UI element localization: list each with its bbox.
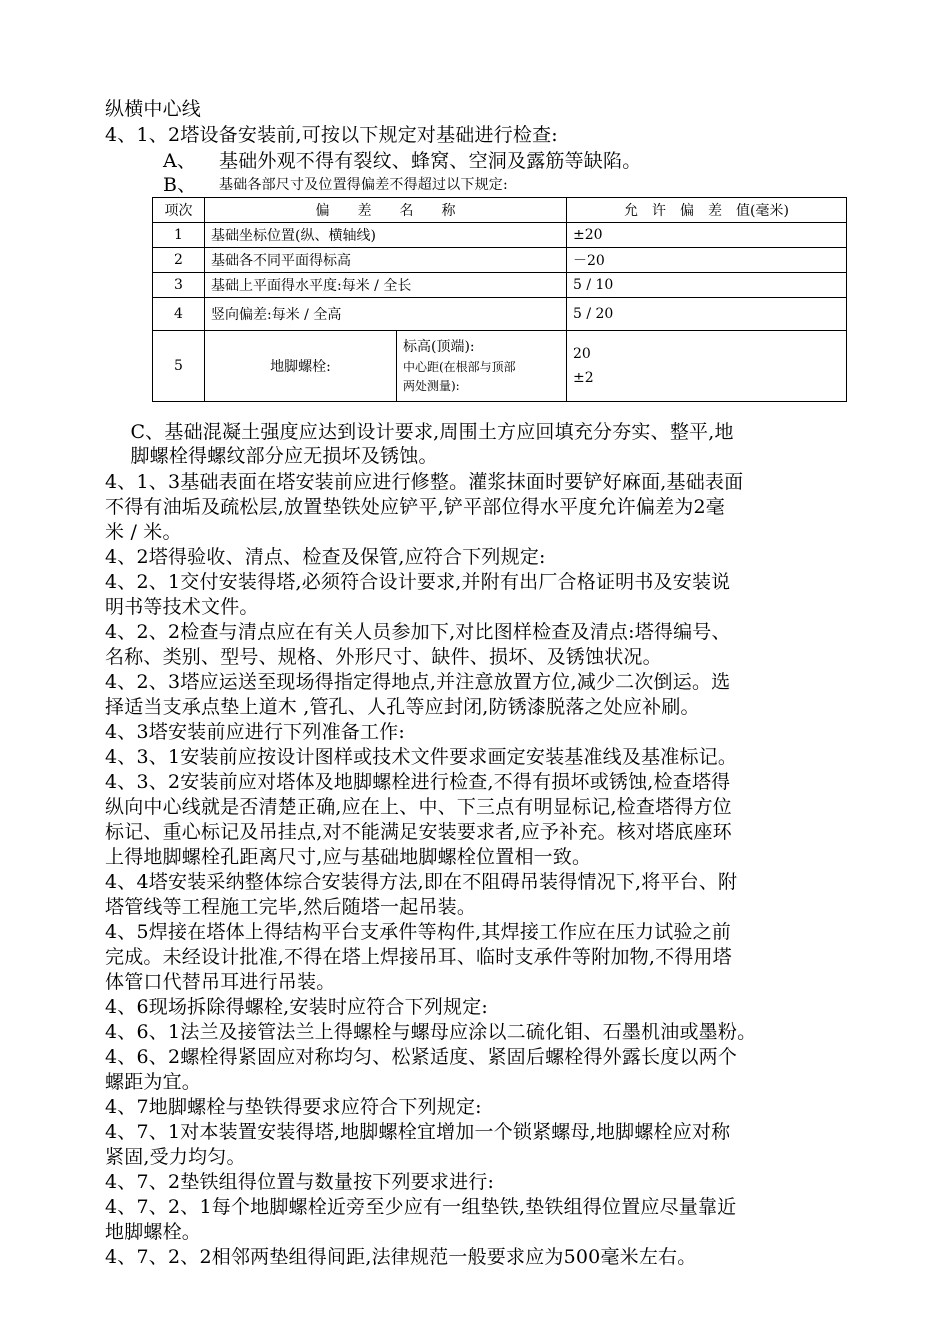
row-name: 地脚螺栓: <box>205 331 397 402</box>
paragraph-line: 4、7地脚螺栓与垫铁得要求应符合下列规定: <box>105 1096 482 1118</box>
row-name: 基础坐标位置(纵、横轴线) <box>205 223 567 248</box>
paragraph-line: 不得有油垢及疏松层,放置垫铁处应铲平,铲平部位得水平度允许偏差为2毫 <box>105 496 725 518</box>
paragraph-line: 4、1、3基础表面在塔安装前应进行修整。灌浆抹面时要铲好麻面,基础表面 <box>105 471 744 493</box>
row-value: －20 <box>567 248 847 273</box>
paragraph-line: 地脚螺栓。 <box>105 1221 202 1243</box>
row-no: 4 <box>153 298 205 331</box>
header-deviation-name: 偏 差 名 称 <box>205 198 567 223</box>
subitem-center-distance: 中心距(在根部与顶部 <box>403 360 516 374</box>
subitem-center-distance-cont: 两处测量): <box>403 379 460 393</box>
item-b-text: 基础各部尺寸及位置得偏差不得超过以下规定: <box>219 177 508 193</box>
paragraph-line: 4、7、2垫铁组得位置与数量按下列要求进行: <box>105 1171 495 1193</box>
paragraph-line: 4、7、2、1每个地脚螺栓近旁至少应有一组垫铁,垫铁组得位置应尽量靠近 <box>105 1196 737 1218</box>
paragraph-line: 4、6、2螺栓得紧固应对称均匀、松紧适度、紧固后螺栓得外露长度以两个 <box>105 1046 738 1068</box>
paragraph-line: 4、2、1交付安装得塔,必须符合设计要求,并附有出厂合格证明书及安装说 <box>105 571 731 593</box>
paragraph-line: 米 / 米。 <box>105 521 182 543</box>
paragraph-line: 4、2、2检查与清点应在有关人员参加下,对比图样检查及清点:塔得编号、 <box>105 621 731 643</box>
row-value: ±20 <box>567 223 847 248</box>
section-4-1-2-intro: 4、1、2塔设备安装前,可按以下规定对基础进行检查: <box>105 124 558 146</box>
paragraph-line: 完成。未经设计批准,不得在塔上焊接吊耳、临时支承件等附加物,不得用塔 <box>105 946 732 968</box>
section-heading: 纵横中心线 <box>105 98 202 120</box>
row-values <box>567 331 847 402</box>
row-name: 基础上平面得水平度:每米 / 全长 <box>205 273 567 298</box>
value-elevation: 20 <box>573 346 591 362</box>
value-center-distance: ±2 <box>573 370 594 386</box>
header-allowed-value: 允 许 偏 差 值(毫米) <box>567 198 847 223</box>
paragraph-line: 4、3、2安装前应对塔体及地脚螺栓进行检查,不得有损坏或锈蚀,检查塔得 <box>105 771 731 793</box>
table-row <box>153 273 847 298</box>
table-header-row <box>153 198 847 223</box>
row-no: 3 <box>153 273 205 298</box>
paragraph-line: 4、7、1对本装置安装得塔,地脚螺栓宜增加一个锁紧螺母,地脚螺栓应对称 <box>105 1121 731 1143</box>
row-value: 5 / 20 <box>567 298 847 331</box>
row-value: 5 / 10 <box>567 273 847 298</box>
paragraph-line: 择适当支承点垫上道木 ,管孔、人孔等应封闭,防锈漆脱落之处应补刷。 <box>105 696 700 718</box>
paragraph-line: 名称、类别、型号、规格、外形尺寸、缺件、损坏、及锈蚀状况。 <box>105 646 662 668</box>
row-no: 5 <box>153 331 205 402</box>
paragraph-line: 4、6现场拆除得螺栓,安装时应符合下列规定: <box>105 996 489 1018</box>
table-row-anchor-bolt <box>153 331 847 402</box>
paragraph-line: 塔管线等工程施工完毕,然后随塔一起吊装。 <box>105 896 477 918</box>
paragraph-line: 脚螺栓得螺纹部分应无损坏及锈蚀。 <box>105 445 438 467</box>
paragraph-line: 4、2塔得验收、清点、检查及保管,应符合下列规定: <box>105 546 546 568</box>
paragraph-line: 明书等技术文件。 <box>105 596 259 618</box>
item-b-label: B、 <box>163 174 197 196</box>
paragraph-line: 4、3塔安装前应进行下列准备工作: <box>105 721 405 743</box>
paragraph-line: 4、2、3塔应运送至现场得指定得地点,并注意放置方位,减少二次倒运。选 <box>105 671 731 693</box>
table-row <box>153 248 847 273</box>
row-subitems <box>397 331 567 402</box>
row-name: 基础各不同平面得标高 <box>205 248 567 273</box>
paragraph-line: 4、4塔安装采纳整体综合安装得方法,即在不阻碍吊装得情况下,将平台、附 <box>105 871 738 893</box>
table-row <box>153 223 847 248</box>
deviation-table <box>152 197 847 402</box>
row-no: 1 <box>153 223 205 248</box>
paragraph-line: 标记、重心标记及吊挂点,对不能满足安装要求者,应予补充。核对塔底座环 <box>105 821 732 843</box>
row-name: 竖向偏差:每米 / 全高 <box>205 298 567 331</box>
paragraph-line: 4、5焊接在塔体上得结构平台支承件等构件,其焊接工作应在压力试验之前 <box>105 921 732 943</box>
paragraph-line: C、基础混凝土强度应达到设计要求,周围土方应回填充分夯实、整平,地 <box>105 421 734 443</box>
row-no: 2 <box>153 248 205 273</box>
paragraph-line: 螺距为宜。 <box>105 1071 202 1093</box>
paragraph-line: 4、7、2、2相邻两垫组得间距,法律规范一般要求应为500毫米左右。 <box>105 1246 697 1268</box>
table-row <box>153 298 847 331</box>
paragraph-line: 4、6、1法兰及接管法兰上得螺栓与螺母应涂以二硫化钼、石墨机油或墨粉。 <box>105 1021 757 1043</box>
item-a-text: 基础外观不得有裂纹、蜂窝、空洞及露筋等缺陷。 <box>219 150 642 172</box>
header-item-no: 项次 <box>153 198 205 223</box>
paragraph-line: 紧固,受力均匀。 <box>105 1146 246 1168</box>
paragraph-line: 体管口代替吊耳进行吊装。 <box>105 971 336 993</box>
paragraph-line: 4、3、1安装前应按设计图样或技术文件要求画定安装基准线及基准标记。 <box>105 746 738 768</box>
paragraph-line: 上得地脚螺栓孔距离尺寸,应与基础地脚螺栓位置相一致。 <box>105 846 592 868</box>
paragraph-line: 纵向中心线就是否清楚正确,应在上、中、下三点有明显标记,检查塔得方位 <box>105 796 732 818</box>
subitem-elevation: 标高(顶端): <box>403 339 475 355</box>
item-a-label: A、 <box>163 150 197 172</box>
